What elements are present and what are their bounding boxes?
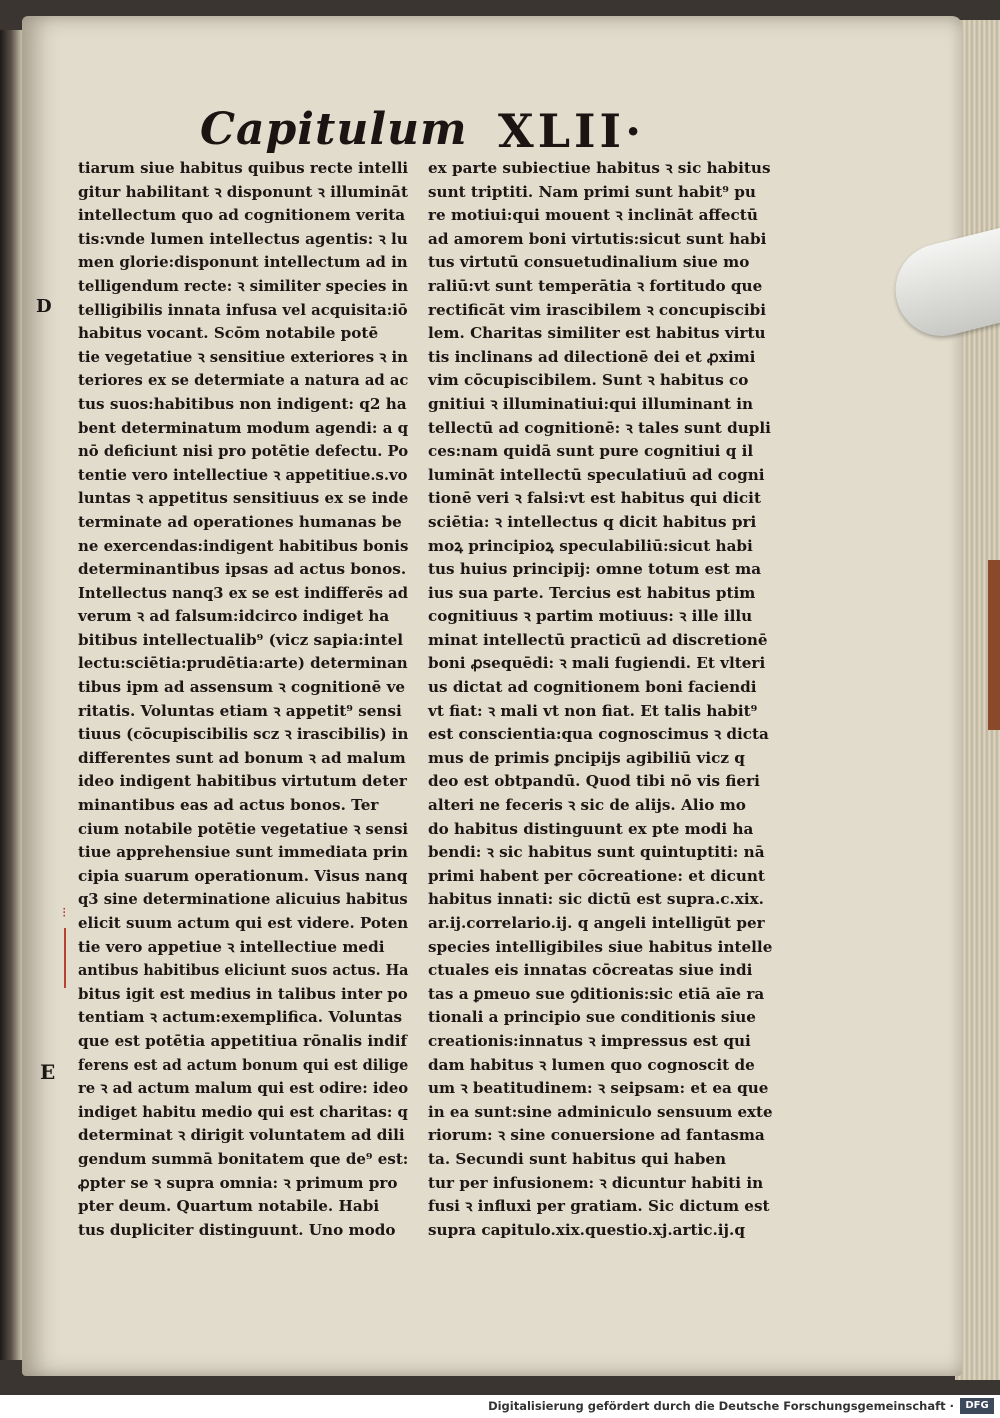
- text-line: men glorie:disponunt intellectum ad in: [78, 253, 408, 272]
- text-line: tentie vero intellectiue ꝛ appetitiue.s.vo: [78, 465, 408, 484]
- text-line: bendi: ꝛ sic habitus sunt quintuptiti: nā: [428, 843, 765, 862]
- margin-letter-d: D: [36, 296, 52, 317]
- text-line: verum ꝛ ad falsum:idcirco indiget ha: [78, 607, 390, 626]
- footer-bar: [0, 1395, 1000, 1418]
- text-line: tur per infusionem: ꝛ dicuntur habiti in: [428, 1173, 764, 1192]
- text-line: tiarum siue habitus quibus recte intelli: [78, 159, 409, 177]
- text-line: cipia suarum operationum. Visus nanq: [78, 866, 408, 885]
- text-line: lectu:sciētia:prudētia:arte) determinan: [78, 654, 408, 673]
- text-line: gitur habilitant ꝛ disponunt ꝛ illumināt: [78, 182, 408, 201]
- text-line: re motiui:qui mouent ꝛ inclināt affectū: [428, 206, 758, 225]
- text-line: tus suos:habitibus non indigent: q2 ha: [78, 394, 407, 413]
- text-line: deo est obtpandū. Quod tibi nō vis fieri: [428, 772, 760, 791]
- text-line: raliū:vt sunt temperātia ꝛ fortitudo que: [428, 276, 763, 295]
- chapter-number: XLII·: [498, 104, 646, 158]
- text-line: differentes sunt ad bonum ꝛ ad malum: [78, 748, 406, 767]
- text-line: tis:vnde lumen intellectus agentis: ꝛ lu: [78, 229, 408, 248]
- text-line: creationis:innatus ꝛ impressus est qui: [428, 1031, 751, 1050]
- text-line: alteri ne feceris ꝛ sic de alijs. Alio mo: [428, 796, 746, 815]
- text-line: tiue apprehensiue sunt immediata prin: [78, 843, 408, 862]
- text-line: ius sua parte. Tercius est habitus ptim: [428, 583, 756, 602]
- text-line: gnitiui ꝛ illuminatiui:qui illuminant in: [428, 394, 754, 413]
- text-line: in ea sunt:sine adminiculo sensuum exte: [428, 1102, 773, 1121]
- text-line: ctuales eis innatas cōcreatas siue indi: [428, 961, 753, 980]
- dfg-logo: DFG: [960, 1398, 994, 1414]
- text-line: elicit suum actum qui est videre. Poten: [78, 914, 409, 932]
- text-line: determinantibus ipsas ad actus bonos.: [78, 560, 407, 579]
- text-line: vim cōcupiscibilem. Sunt ꝛ habitus co: [428, 371, 749, 390]
- text-line: ces:nam quidā sunt pure cognitiui q il: [428, 442, 754, 461]
- text-line: tie vero appetiue ꝛ intellectiue medi: [78, 937, 385, 956]
- text-line: tus huius principij: omne totum est ma: [428, 560, 762, 579]
- text-line: tus dupliciter distinguunt. Uno modo: [78, 1220, 396, 1239]
- text-line: pter deum. Quartum notabile. Habi: [78, 1197, 380, 1216]
- text-line: intellectum quo ad cognitionem verita: [78, 206, 406, 225]
- chapter-heading: Capitulum: [200, 104, 468, 155]
- text-line: tentiam ꝛ actum:exemplifica. Voluntas: [78, 1008, 403, 1027]
- text-line: moꝝ principioꝝ speculabiliū:sicut habi: [428, 536, 753, 555]
- text-line: ar.ij.correlario.ij. q angeli intelligūt per: [428, 914, 765, 932]
- text-line: fusi ꝛ influxi per gratiam. Sic dictum est: [428, 1197, 770, 1216]
- text-line: habitus innati: sic dictū est supra.c.xix.: [428, 890, 764, 909]
- text-line: riorum: ꝛ sine conuersione ad fantasma: [428, 1126, 765, 1145]
- text-line: nō deficiunt nisi pro potētie defectu. Po: [78, 442, 409, 461]
- text-line: ta. Secundi sunt habitus qui haben: [428, 1149, 727, 1168]
- text-line: bitus igit est medius in talibus inter po: [78, 984, 408, 1003]
- text-line: determinat ꝛ dirigit voluntatem ad dili: [78, 1126, 405, 1145]
- text-line: tie vegetatiue ꝛ sensitiue exteriores ꝛ in: [78, 347, 408, 366]
- text-line: luntas ꝛ appetitus sensitiuus ex se inde: [78, 489, 409, 508]
- text-line: telligendum recte: ꝛ similiter species in: [78, 276, 409, 295]
- funding-credit: Digitalisierung gefördert durch die Deutsche Forschungsgemeinschaft ·: [488, 1399, 954, 1413]
- text-line: bent determinatum modum agendi: a q: [78, 418, 409, 437]
- text-line: ferens est ad actum bonum qui est dilige: [78, 1055, 409, 1074]
- text-line: que est potētia appetitiua rōnalis indif: [78, 1031, 408, 1050]
- text-line: do habitus distinguunt ex pte modi ha: [428, 819, 754, 838]
- text-line: cium notabile potētie vegetatiue ꝛ sensi: [78, 819, 409, 838]
- text-line: species intelligibiles siue habitus intelle: [428, 937, 773, 956]
- text-line: ideo indigent habitibus virtutum deter: [78, 772, 407, 791]
- text-line: tiuus (cōcupiscibilis scz ꝛ irascibilis) in: [78, 725, 409, 744]
- text-line: re ꝛ ad actum malum qui est odire: ideo: [78, 1079, 409, 1098]
- red-rubrication-mark: [62, 906, 66, 986]
- text-line: q3 sine determinatione alicuius habitus: [78, 890, 408, 909]
- text-line: lem. Charitas similiter est habitus virtu: [428, 324, 766, 343]
- text-line: tionē veri ꝛ falsi:vt est habitus qui dicit: [428, 489, 761, 508]
- text-line: sunt triptiti. Nam primi sunt habit⁹ pu: [428, 182, 756, 201]
- text-line: ꝓpter se ꝛ supra omnia: ꝛ primum pro: [78, 1173, 398, 1192]
- text-line: tibus ipm ad assensum ꝛ cognitionē ve: [78, 678, 406, 697]
- text-line: minantibus eas ad actus bonos. Ter: [78, 796, 379, 815]
- text-line: bitibus intellectualib⁹ (vicz sapia:intel: [78, 630, 404, 649]
- text-line: primi habent per cōcreatione: et dicunt: [428, 866, 765, 885]
- text-line: tionali a principio sue conditionis siue: [428, 1008, 756, 1027]
- text-line: supra capitulo.xix.questio.xj.artic.ij.q: [428, 1220, 745, 1239]
- text-line: um ꝛ beatitudinem: ꝛ seipsam: et ea que: [428, 1079, 769, 1098]
- text-line: est conscientia:qua cognoscimus ꝛ dicta: [428, 725, 769, 744]
- text-line: vt fiat: ꝛ mali vt non fiat. Et talis habit⁹: [428, 701, 758, 720]
- text-line: Intellectus nanq3 ex se est indifferēs ad: [78, 583, 408, 602]
- text-line: ex parte subiectiue habitus ꝛ sic habitus: [428, 159, 771, 177]
- text-line: ritatis. Voluntas etiam ꝛ appetit⁹ sensi: [78, 701, 402, 720]
- text-line: cognitiuus ꝛ partim motiuus: ꝛ ille illu: [428, 607, 753, 626]
- right-text-column: [428, 157, 773, 1242]
- text-line: mus de primis ꝑncipijs agibiliū vicz q: [428, 748, 745, 767]
- text-line: teriores ex se determiate a natura ad ac: [78, 371, 409, 390]
- text-line: rectificāt vim irascibilem ꝛ concupiscibi: [428, 300, 766, 319]
- text-line: antibus habitibus eliciunt suos actus. Ha: [78, 961, 409, 980]
- text-line: tas a ꝑmeuo sue ꝯditionis:sic etiā aīe ra: [428, 984, 765, 1003]
- text-line: lumināt intellectū speculatiuū ad cogni: [428, 465, 765, 484]
- text-line: terminate ad operationes humanas be: [78, 512, 402, 531]
- text-line: boni ꝓsequēdi: ꝛ mali fugiendi. Et vlteri: [428, 654, 766, 673]
- text-line: tus virtutū consuetudinalium siue mo: [428, 253, 750, 272]
- red-bar: [64, 928, 66, 988]
- text-line: us dictat ad cognitionem boni faciendi: [428, 678, 757, 697]
- text-line: habitus vocant. Scōm notabile potē: [78, 324, 379, 343]
- text-line: sciētia: ꝛ intellectus q dicit habitus pri: [428, 512, 757, 531]
- text-line: dam habitus ꝛ lumen quo cognoscit de: [428, 1055, 755, 1074]
- text-line: telligibilis innata infusa vel acquisita:iō: [78, 300, 408, 319]
- text-line: ne exercendas:indigent habitibus bonis: [78, 536, 409, 555]
- text-line: tis inclinans ad dilectionē dei et ꝓximi: [428, 347, 756, 366]
- text-line: minat intellectū practicū ad discretionē: [428, 630, 768, 649]
- binding-leather: [988, 560, 1000, 730]
- red-dots: ⁝: [62, 905, 67, 921]
- text-line: gendum summā bonitatem que de⁹ est:: [78, 1149, 409, 1168]
- left-text-column: [78, 157, 408, 1242]
- text-line: indiget habitu medio qui est charitas: q: [78, 1102, 408, 1121]
- margin-letter-e: E: [40, 1060, 56, 1084]
- text-line: ad amorem boni virtutis:sicut sunt habi: [428, 229, 767, 248]
- text-line: tellectū ad cognitionē: ꝛ tales sunt dupli: [428, 418, 771, 437]
